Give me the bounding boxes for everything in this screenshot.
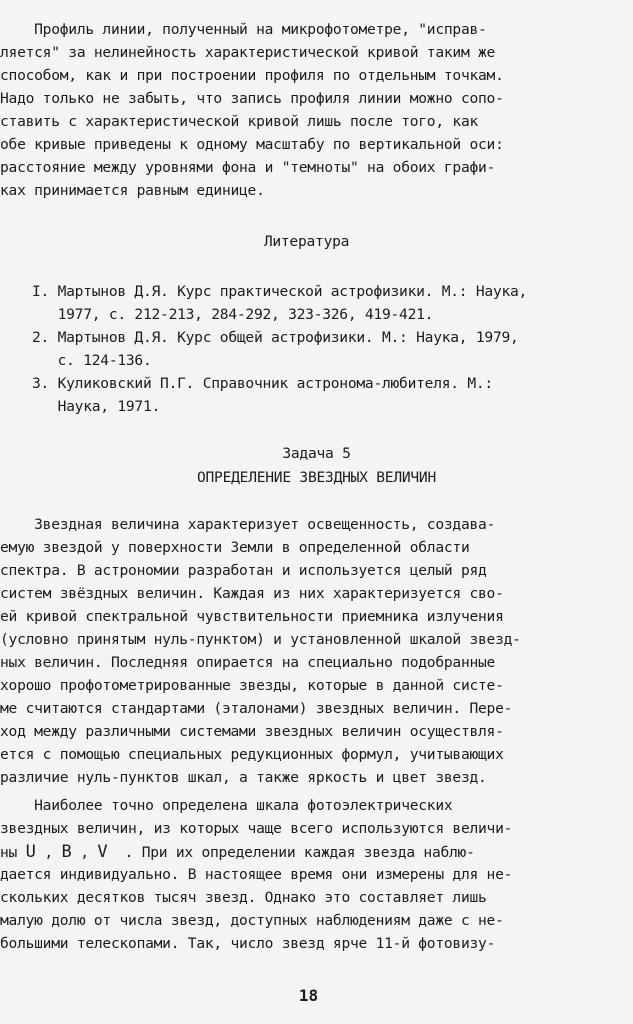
paragraph-3-line-5: скольких десятков тысяч звезд. Однако это составляет лишь	[0, 889, 487, 906]
reference-2-line-2: с. 124-136.	[32, 352, 152, 369]
paragraph-2-line-4: систем звёздных величин. Каждая из них характеризуется сво-	[0, 585, 504, 602]
band-separator-1: ,	[35, 844, 62, 861]
paragraph-2-line-11: ется с помощью специальных редукционных формул, учитывающих	[0, 746, 504, 763]
paragraph-3-line-6: малую долю от числа звезд, доступных наблюдениям даже с не-	[0, 912, 504, 929]
paragraph-1-line-3: способом, как и при построении профиля по отдельным точкам.	[0, 67, 504, 84]
paragraph-3-line-4: дается индивидуально. В настоящее время они измерены для не-	[0, 866, 513, 883]
reference-1-line-2: 1977, с. 212-213, 284-292, 323-326, 419-421.	[32, 306, 434, 323]
paragraph-1-line-1: Профиль линии, полученный на микрофотометре, "исправ-	[0, 21, 487, 38]
band-b-label: B	[61, 842, 72, 862]
reference-3-line-2: Наука, 1971.	[32, 398, 161, 415]
paragraph-2-line-8: хорошо профотометрированные звезды, которые в данной систе-	[0, 677, 504, 694]
paragraph-2-line-5: ей кривой спектральной чувствительности приемника излучения	[0, 608, 504, 625]
band-v-label: V	[97, 842, 108, 862]
paragraph-2-line-10: ход между различными системами звездных величин осуществля-	[0, 723, 504, 740]
task-title: ОПРЕДЕЛЕНИЕ ЗВЕЗДНЫХ ВЕЛИЧИН	[196, 469, 436, 486]
paragraph-3-line-3-prefix: ны	[0, 844, 26, 861]
paragraph-2-line-2: емую звездой у поверхности Земли в определенной области	[0, 539, 470, 556]
paragraph-1-line-4: Надо только не забыть, что запись профиля линии можно сопо-	[0, 90, 504, 107]
paragraph-1-line-7: расстояние между уровнями фона и "темноты" на обоих графи-	[0, 159, 496, 176]
page-number: 18	[298, 986, 319, 1005]
paragraph-3-line-2: звездных величин, из которых чаще всего используются величи-	[0, 820, 513, 837]
reference-1-line-1: I. Мартынов Д.Я. Курс практической астрофизики. М.: Наука,	[32, 283, 528, 300]
paragraph-2-line-9: ме считаются стандартами (эталонами) звездных величин. Пере-	[0, 700, 513, 717]
paragraph-1-line-6: обе кривые приведены к одному масштабу по вертикальной оси:	[0, 136, 504, 153]
references-heading: Литература	[263, 233, 350, 250]
paragraph-1-line-5: ставить с характеристической кривой лишь после того, как	[0, 113, 479, 130]
paragraph-3-line-1: Наиболее точно определена шкала фотоэлектрических	[0, 797, 453, 814]
paragraph-2-line-1: Звездная величина характеризует освещенность, создава-	[0, 516, 496, 533]
paragraph-3-line-3-suffix: . При их определении каждая звезда наблю-	[107, 844, 475, 861]
paragraph-2-line-12: различие нуль-пунктов шкал, а также яркость и цвет звезд.	[0, 769, 487, 786]
band-u-label: U	[25, 842, 36, 862]
task-number: Задача 5	[282, 445, 351, 462]
paragraph-1-line-8: ках принимается равным единице.	[0, 182, 265, 199]
paragraph-2-line-7: ных величин. Последняя опирается на специально подобранные	[0, 654, 496, 671]
paragraph-1-line-2: ляется" за нелинейность характеристической кривой таким же	[0, 44, 496, 61]
paragraph-2-line-3: спектра. В астрономии разработан и используется целый ряд	[0, 562, 487, 579]
paragraph-2-line-6: (условно принятым нуль-пунктом) и установленной шкалой звезд-	[0, 631, 521, 648]
band-separator-2: ,	[71, 844, 98, 861]
reference-3-line-1: 3. Куликовский П.Г. Справочник астронома-любителя. М.:	[32, 375, 493, 392]
paragraph-3-line-3	[0, 842, 475, 863]
paragraph-3-line-7: большими телескопами. Так, число звезд ярче 11-й фотовизу-	[0, 935, 496, 952]
reference-2-line-1: 2. Мартынов Д.Я. Курс общей астрофизики. М.: Наука, 1979,	[32, 329, 519, 346]
